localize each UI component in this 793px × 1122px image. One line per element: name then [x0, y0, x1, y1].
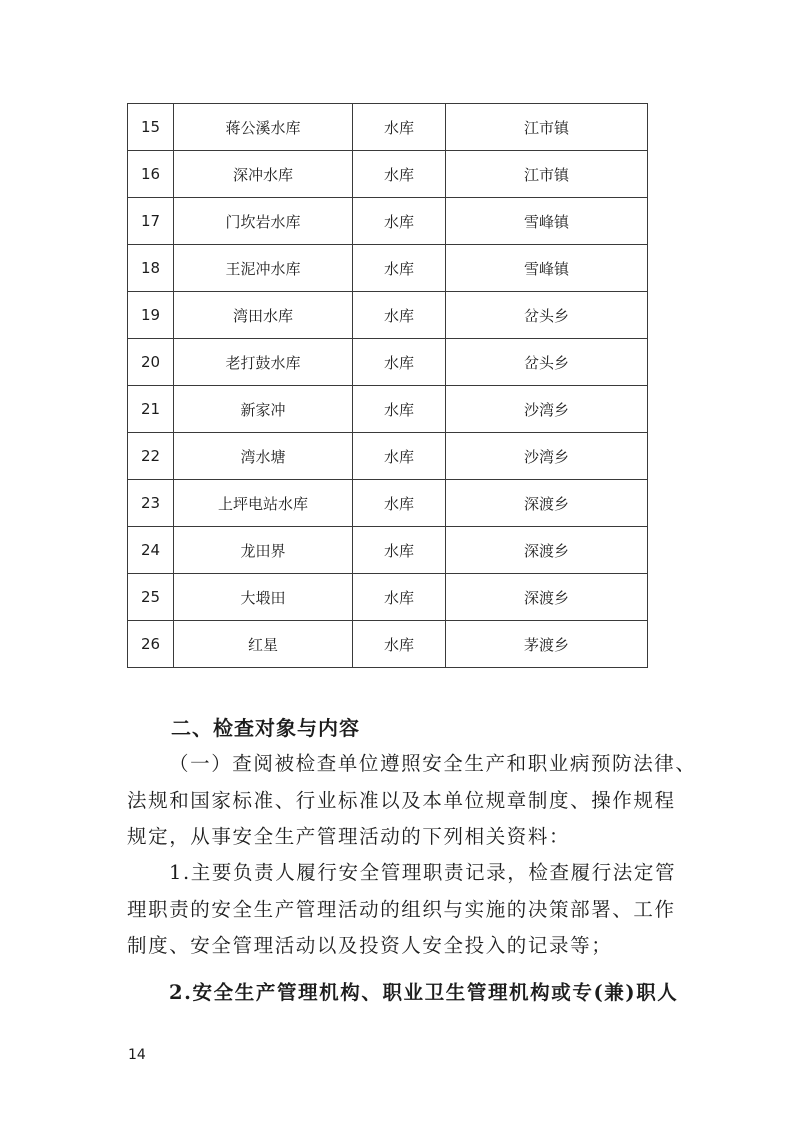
page-number: 14 [128, 1047, 146, 1063]
type-cell: 水库 [353, 104, 446, 151]
type-cell: 水库 [353, 339, 446, 386]
reservoir-name-cell: 大塅田 [174, 574, 353, 621]
table-row [128, 527, 648, 574]
paragraph-line: 规定，从事安全生产管理活动的下列相关资料： [127, 825, 571, 848]
township-cell: 深渡乡 [446, 527, 648, 574]
paragraph-1 [127, 746, 697, 856]
type-cell: 水库 [353, 574, 446, 621]
township-cell: 江市镇 [446, 151, 648, 198]
reservoir-name-cell: 湾田水库 [174, 292, 353, 339]
township-cell: 沙湾乡 [446, 386, 648, 433]
table-row [128, 104, 648, 151]
township-cell: 雪峰镇 [446, 245, 648, 292]
type-cell: 水库 [353, 386, 446, 433]
reservoir-name-cell: 新家冲 [174, 386, 353, 433]
table-row [128, 386, 648, 433]
row-number-cell: 20 [128, 339, 174, 386]
table-row [128, 621, 648, 668]
row-number-cell: 17 [128, 198, 174, 245]
reservoir-name-cell: 上坪电站水库 [174, 480, 353, 527]
reservoir-name-cell: 深冲水库 [174, 151, 353, 198]
row-number-cell: 19 [128, 292, 174, 339]
table-row [128, 480, 648, 527]
paragraph-line: 制度、安全管理活动以及投资人安全投入的记录等； [127, 934, 613, 957]
type-cell: 水库 [353, 480, 446, 527]
type-cell: 水库 [353, 151, 446, 198]
type-cell: 水库 [353, 198, 446, 245]
table-row [128, 198, 648, 245]
township-cell: 沙湾乡 [446, 433, 648, 480]
row-number-cell: 15 [128, 104, 174, 151]
reservoir-name-cell: 门坎岩水库 [174, 198, 353, 245]
row-number-cell: 24 [128, 527, 174, 574]
township-cell: 茅渡乡 [446, 621, 648, 668]
table-row [128, 433, 648, 480]
reservoir-name-cell: 老打鼓水库 [174, 339, 353, 386]
table-row [128, 151, 648, 198]
row-number-cell: 16 [128, 151, 174, 198]
section-heading: 二、检查对象与内容 [171, 716, 360, 740]
paragraph-line: 理职责的安全生产管理活动的组织与实施的决策部署、工作 [127, 897, 676, 921]
table-row [128, 339, 648, 386]
township-cell: 岔头乡 [446, 292, 648, 339]
paragraph-line: 2.安全生产管理机构、职业卫生管理机构或专(兼)职人 [169, 981, 679, 1004]
table-row [128, 292, 648, 339]
reservoir-table [127, 103, 648, 668]
reservoir-name-cell: 红星 [174, 621, 353, 668]
reservoir-name-cell: 龙田界 [174, 527, 353, 574]
paragraph-line: 法规和国家标准、行业标准以及本单位规章制度、操作规程 [127, 788, 676, 812]
township-cell: 岔头乡 [446, 339, 648, 386]
paragraph-line: （一）查阅被检查单位遵照安全生产和职业病预防法律、 [169, 752, 697, 775]
reservoir-name-cell: 王泥冲水库 [174, 245, 353, 292]
township-cell: 江市镇 [446, 104, 648, 151]
township-cell: 雪峰镇 [446, 198, 648, 245]
township-cell: 深渡乡 [446, 574, 648, 621]
paragraph-line: 1.主要负责人履行安全管理职责记录，检查履行法定管 [169, 861, 677, 884]
type-cell: 水库 [353, 621, 446, 668]
row-number-cell: 21 [128, 386, 174, 433]
table-row [128, 574, 648, 621]
row-number-cell: 25 [128, 574, 174, 621]
paragraph-3 [127, 975, 679, 1012]
row-number-cell: 26 [128, 621, 174, 668]
type-cell: 水库 [353, 527, 446, 574]
type-cell: 水库 [353, 433, 446, 480]
row-number-cell: 23 [128, 480, 174, 527]
type-cell: 水库 [353, 245, 446, 292]
row-number-cell: 22 [128, 433, 174, 480]
table-row [128, 245, 648, 292]
reservoir-name-cell: 蒋公溪水库 [174, 104, 353, 151]
paragraph-2 [127, 855, 677, 965]
row-number-cell: 18 [128, 245, 174, 292]
reservoir-table-body [128, 104, 648, 668]
type-cell: 水库 [353, 292, 446, 339]
reservoir-name-cell: 湾水塘 [174, 433, 353, 480]
township-cell: 深渡乡 [446, 480, 648, 527]
